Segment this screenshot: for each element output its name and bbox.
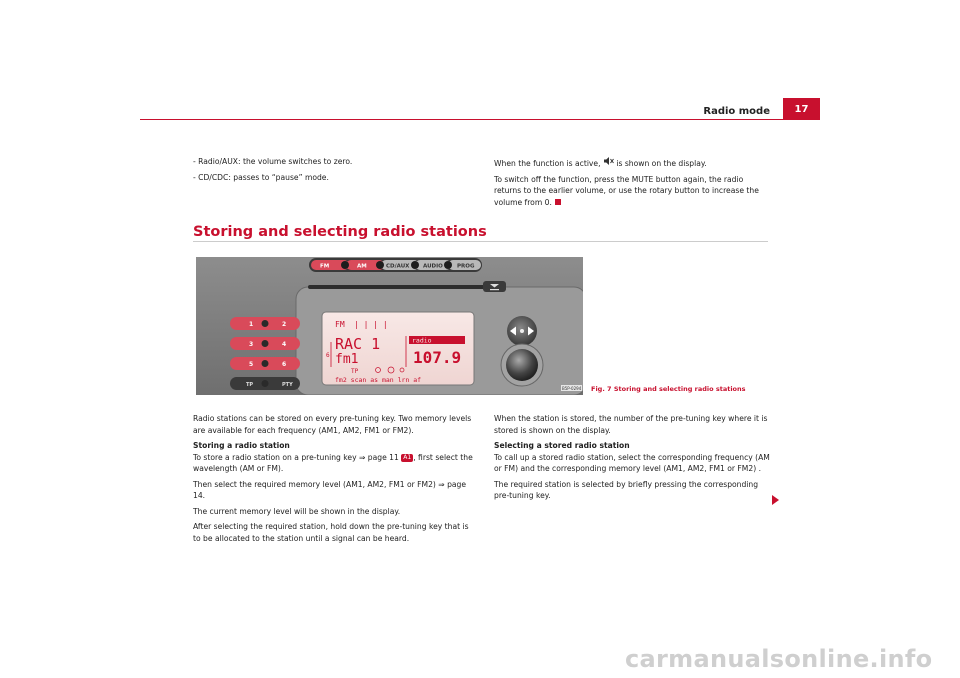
preset-label-tp: TP (246, 382, 254, 388)
top-left-text (193, 156, 463, 187)
figure-code: B5P-0294 (562, 386, 582, 391)
section-rule (193, 241, 768, 242)
lcd-band: FM (335, 320, 345, 329)
mute-off-para (494, 174, 772, 209)
mute-active-para (494, 156, 772, 170)
top-right-text (494, 156, 772, 212)
svg-text:| | | |: | | | | (354, 320, 388, 329)
bullet-cd-cdc: - CD/CDC: passes to “pause” mode. (193, 172, 329, 182)
end-marker (555, 199, 561, 205)
mute-para-start: When the function is active, (494, 159, 603, 168)
intro-para: Radio stations can be stored on every pre-tuning key. Two memory levels are available for each frequency (AM1, AM2, FM1 or FM2). (193, 414, 472, 435)
preset-label-4: 4 (282, 341, 287, 348)
cd-slot (308, 285, 493, 289)
watermark: carmanualsonline.info (625, 645, 933, 673)
radio-figure (196, 257, 583, 399)
next-page-arrow-icon[interactable] (772, 495, 779, 505)
header-rule (140, 119, 820, 120)
preset-label-pty: PTY (282, 382, 293, 388)
body-right-column (494, 413, 772, 506)
page-number: 17 (783, 98, 820, 120)
storing-para-end: , first select the wavelength (AM or FM). (193, 452, 473, 473)
btn-prog: PROG (457, 263, 475, 270)
mute-icon (603, 159, 614, 168)
body-left-column (193, 413, 475, 548)
current-level-para: The current memory level will be shown in the display. (193, 506, 401, 516)
call-up-para: To call up a stored radio station, select the corresponding frequency (AM or FM) and the corresponding memory level (AM1, AM2, FM1 or FM2) . (494, 452, 770, 473)
lcd-level: fm1 (335, 352, 359, 367)
selecting-heading: Selecting a stored radio station (494, 441, 630, 450)
hold-key-para: After selecting the required station, hold down the pre-tuning key that is to be allocated to the station until a signal can be heard. (193, 522, 469, 543)
preset-label-1: 1 (249, 321, 254, 328)
storing-para-start: To store a radio station on a pre-tuning key ⇒ page 11 (193, 452, 402, 462)
lcd-left-number: 6 (326, 352, 330, 359)
preset-label-5: 5 (249, 361, 254, 368)
preset-label-3: 3 (249, 341, 254, 348)
stored-para: When the station is stored, the number of the pre-tuning key where it is stored is shown on the display. (494, 414, 768, 435)
mute-para-end: is shown on the display. (613, 159, 707, 168)
btn-am: AM (357, 263, 367, 270)
rotary-knob (506, 349, 538, 381)
lcd-station: RAC 1 (335, 335, 381, 353)
btn-audio: AUDIO (423, 263, 443, 270)
btn-fm: FM (320, 263, 330, 270)
preset-label-2: 2 (282, 321, 287, 328)
lcd-tp: TP (351, 368, 359, 375)
bullet-radio-aux: - Radio/AUX: the volume switches to zero. (193, 157, 353, 166)
page-header-title: Radio mode (703, 106, 770, 117)
key-a1-badge: A1 (401, 454, 413, 462)
preset-label-6: 6 (282, 361, 287, 368)
memory-level-para: Then select the required memory level (AM1, AM2, FM1 or FM2) ⇒ page 14. (193, 479, 467, 500)
lcd-frequency: 107.9 (413, 348, 462, 367)
figure-caption: Fig. 7 Storing and selecting radio stations (591, 385, 746, 393)
section-title: Storing and selecting radio stations (193, 224, 487, 240)
btn-cd-aux: CD/AUX (386, 263, 410, 270)
storing-para (193, 452, 475, 475)
mute-off-text: To switch off the function, press the MUTE button again, the radio returns to the earlier volume, or use the rotary button to increase the volume from 0. (494, 174, 759, 207)
lcd-radio-label: radio (412, 336, 432, 345)
storing-heading: Storing a radio station (193, 441, 290, 450)
press-key-para: The required station is selected by briefly pressing the corresponding pre-tuning key. (494, 479, 759, 500)
lcd-bottom-menu: fm2 scan as man lrn af (335, 376, 422, 384)
